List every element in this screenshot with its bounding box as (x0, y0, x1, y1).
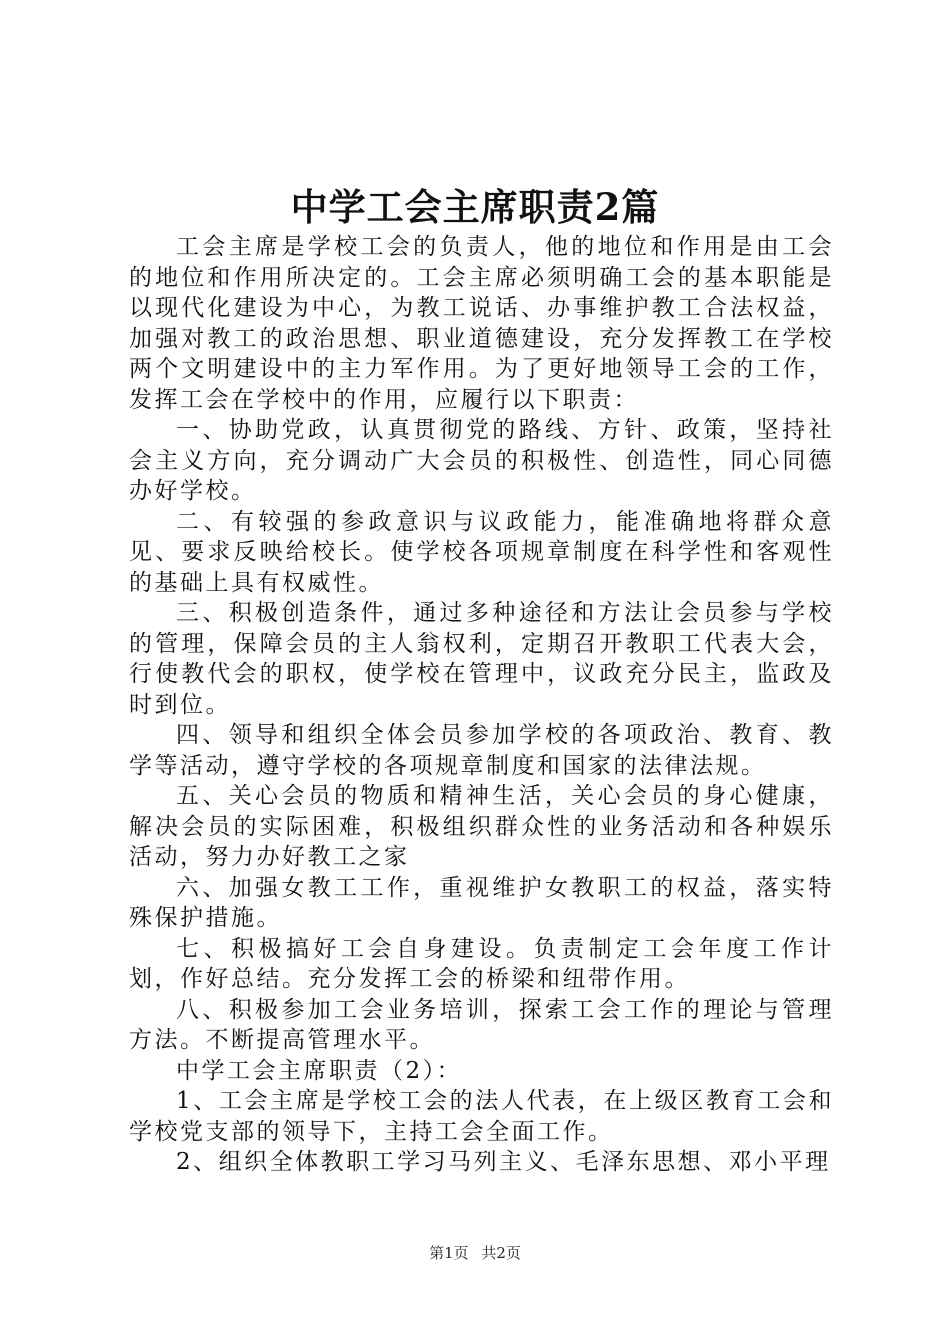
document-title: 中学工会主席职责2篇 (290, 185, 660, 229)
paragraph-section2-item-1: 1、工会主席是学校工会的法人代表，在上级区教育工会和学校党支部的领导下，主持工会全面工作。 (129, 1088, 834, 1145)
paragraph-duty-6: 六、加强女教工工作，重视维护女教职工的权益，落实特殊保护措施。 (129, 874, 834, 931)
paragraph-duty-4: 四、领导和组织全体会员参加学校的各项政治、教育、教学等活动，遵守学校的各项规章制度和国家的法律法规。 (129, 722, 834, 779)
paragraph-duty-5: 五、关心会员的物质和精神生活，关心会员的身心健康，解决会员的实际困难，积极组织群众性的业务活动和各种娱乐活动，努力办好教工之家 (129, 783, 834, 870)
paragraph-duty-3: 三、积极创造条件，通过多种途径和方法让会员参与学校的管理，保障会员的主人翁权利，定期召开教职工代表大会，行使教代会的职权，使学校在管理中，议政充分民主，监政及时到位。 (129, 600, 834, 718)
paragraph-duty-2: 二、有较强的参政意识与议政能力，能准确地将群众意见、要求反映给校长。使学校各项规章制度在科学性和客观性的基础上具有权威性。 (129, 508, 834, 596)
paragraph-intro: 工会主席是学校工会的负责人，他的地位和作用是由工会的地位和作用所决定的。工会主席必须明确工会的基本职能是以现代化建设为中心，为教工说话、办事维护教工合法权益，加强对教工的政治思想、职业道德建设，充分发挥教工在学校两个文明建设中的主力军作用。为了更好地领导工会的工作，发挥工会在学校中的作用，应履行以下职责： (129, 234, 834, 413)
paragraph-duty-1: 一、协助党政，认真贯彻党的路线、方针、政策，坚持社会主义方向，充分调动广大会员的积极性、创造性，同心同德办好学校。 (129, 417, 834, 504)
paragraph-duty-7: 七、积极搞好工会自身建设。负责制定工会年度工作计划，作好总结。充分发挥工会的桥梁和纽带作用。 (129, 935, 834, 992)
page-total: 共2页 (481, 1244, 521, 1262)
paragraph-section2-item-2: 2、组织全体教职工学习马列主义、毛泽东思想、邓小平理 (176, 1149, 831, 1175)
document-body (129, 232, 834, 1178)
page-footer (0, 1243, 950, 1263)
section-heading-2: 中学工会主席职责（2）： (176, 1057, 463, 1084)
paragraph-duty-8: 八、积极参加工会业务培训，探索工会工作的理论与管理方法。不断提高管理水平。 (129, 996, 834, 1053)
page-number: 第1页 (429, 1244, 469, 1262)
